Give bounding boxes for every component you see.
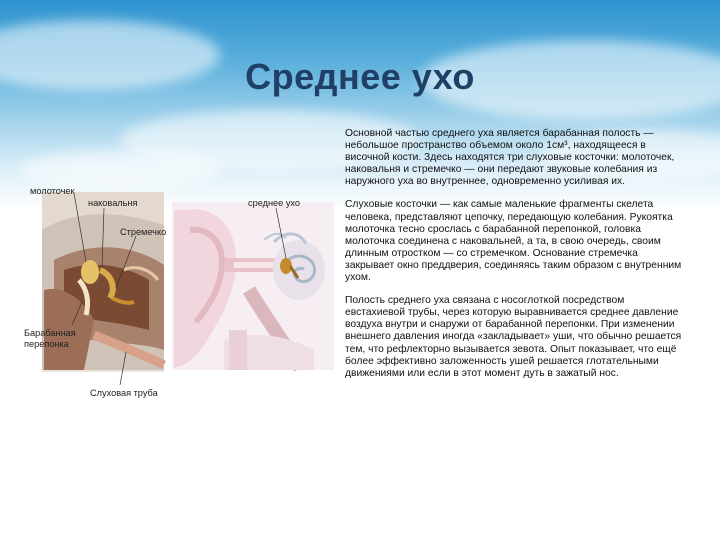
paragraph-1: Основной частью среднего уха является барабанная полость — небольшое пространство объемом около 1см³, находящееся в височной кости. Здесь находятся три слуховые косточки: молоточек, наковальня и стремечко — они передают звуковые колебания из наружного уха во внутреннее, одновременно усиливая их. — [345, 128, 675, 188]
label-eardrum-line1: Барабанная — [24, 328, 76, 338]
label-malleus: молоточек — [30, 186, 75, 196]
label-stapes: Стремечко — [120, 227, 167, 237]
label-eardrum-line2: перепонка — [24, 339, 69, 349]
ear-anatomy-figure — [24, 170, 344, 415]
slide-title — [0, 56, 720, 98]
text-column — [345, 128, 687, 391]
label-eustachian-tube: Слуховая труба — [90, 388, 158, 398]
label-incus: наковальня — [88, 198, 138, 208]
paragraph-2: Слуховые косточки — как самые маленькие фрагменты скелета человека, представляют цепочку, передающую колебания. Рукоятка молоточка тесно срослась с барабанной перепонкой, головка молоточка соединена с наковальней, а та, в свою очередь, своим длинным отростком — со стремечком. Основание стремечка закрывает окно преддверия, соединяясь таким образом с внутренним ухом. — [345, 199, 682, 284]
paragraph-3: Полость среднего уха связана с носоглоткой посредством евстахиевой трубы, через которую выравнивается среднее давление воздуха внутри и снаружи от барабанной перепонки. При изменении внешнего давления иногда «закладывает» уши, что обычно решается тем, что рефлекторно вызывается зевота. Опыт показывает, что ещё более эффективно заложенность ушей решается глотательными движениями или если в этот момент дуть в зажатый нос. — [345, 295, 682, 379]
slide-title-text: Среднее ухо — [245, 56, 475, 97]
label-middle-ear: среднее ухо — [248, 198, 301, 208]
